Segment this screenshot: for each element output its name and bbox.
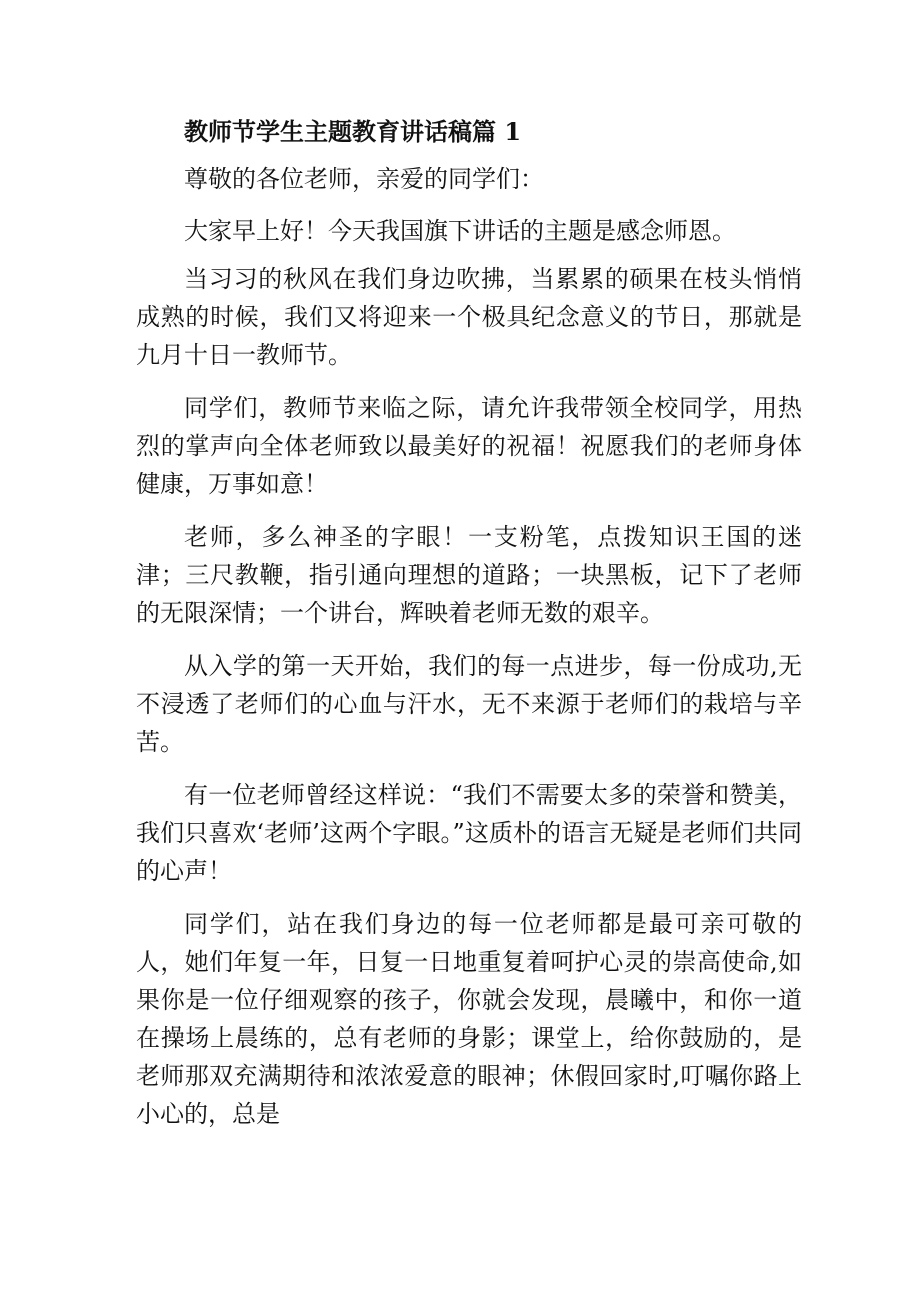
document-body bbox=[136, 112, 802, 1139]
paragraph-wishes: 同学们，教师节来临之际，请允许我带领全校同学，用热烈的掌声向全体老师致以最美好的祝福！祝愿我们的老师身体健康，万事如意！ bbox=[136, 394, 802, 498]
paragraph-progress: 从入学的第一天开始，我们的每一点进步，每一份成功,无不浸透了老师们的心血与汗水，无不来源于老师们的栽培与辛苦。 bbox=[136, 652, 802, 756]
salutation: 尊敬的各位老师，亲爱的同学们： bbox=[184, 165, 544, 193]
paragraph-quote: 有一位老师曾经这样说：“我们不需要太多的荣誉和赞美，我们只喜欢‘老师’这两个字眼。”这质朴的语言无疑是老师们共同的心声！ bbox=[136, 781, 802, 885]
paragraph-autumn: 当习习的秋风在我们身边吹拂，当累累的硕果在枝头悄悄成熟的时候，我们又将迎来一个极具纪念意义的节日，那就是九月十日一教师节。 bbox=[136, 265, 802, 369]
document-title: 教师节学生主题教育讲话稿篇 1 bbox=[184, 117, 522, 146]
paragraph-sacred-word: 老师，多么神圣的字眼！一支粉笔，点拨知识王国的迷津；三尺教鞭，指引通向理想的道路；一块黑板，记下了老师的无限深情；一个讲台，辉映着老师无数的艰辛。 bbox=[136, 523, 802, 627]
greeting-paragraph: 大家早上好！今天我国旗下讲话的主题是感念师恩。 bbox=[184, 217, 736, 245]
paragraph-teachers-care: 同学们，站在我们身边的每一位老师都是最可亲可敬的人，她们年复一年，日复一日地重复着呵护心灵的崇高使命,如果你是一位仔细观察的孩子，你就会发现，晨曦中，和你一道在操场上晨练的，总有老师的身影；课堂上，给你鼓励的，是老师那双充满期待和浓浓爱意的眼神；休假回家时,叮嘱你路上小心的，总是 bbox=[136, 910, 802, 1128]
